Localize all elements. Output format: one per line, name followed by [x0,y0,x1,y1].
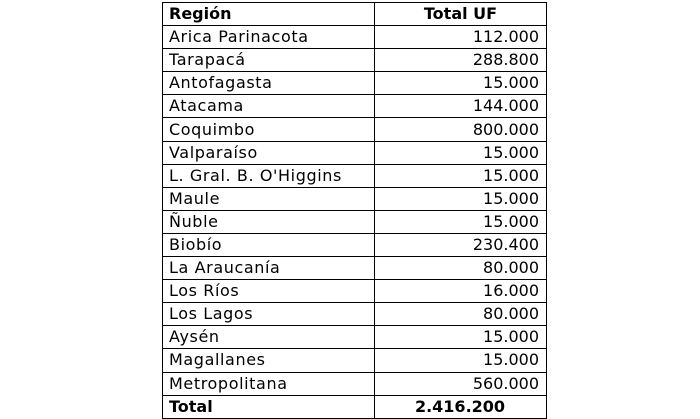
table-body [163,26,547,396]
table-row [163,26,547,49]
column-header-total-uf: Total UF [375,3,547,26]
total-uf-cell: 230.400 [375,233,547,256]
table-row [163,210,547,233]
region-name-cell: Los Ríos [163,280,375,303]
region-name-cell: Atacama [163,95,375,118]
total-uf-cell: 560.000 [375,372,547,395]
total-uf-cell: 15.000 [375,326,547,349]
total-uf-cell: 144.000 [375,95,547,118]
table-row [163,187,547,210]
total-uf-cell: 15.000 [375,72,547,95]
region-name-cell: Tarapacá [163,49,375,72]
total-uf-cell: 15.000 [375,187,547,210]
table-row [163,118,547,141]
region-name-cell: Arica Parinacota [163,26,375,49]
total-uf-cell: 15.000 [375,349,547,372]
region-name-cell: Ñuble [163,210,375,233]
region-name-cell: Antofagasta [163,72,375,95]
table-row [163,141,547,164]
total-uf-cell: 80.000 [375,257,547,280]
region-name-cell: Los Lagos [163,303,375,326]
region-name-cell: Magallanes [163,349,375,372]
table-row [163,280,547,303]
total-uf-cell: 15.000 [375,141,547,164]
region-name-cell: La Araucanía [163,257,375,280]
table-row [163,72,547,95]
table-row [163,349,547,372]
total-uf-cell: 15.000 [375,164,547,187]
total-uf-cell: 112.000 [375,26,547,49]
region-name-cell: Maule [163,187,375,210]
region-name-cell: Metropolitana [163,372,375,395]
table-row [163,233,547,256]
table-header-row [163,3,547,26]
total-uf-cell: 80.000 [375,303,547,326]
table-row [163,95,547,118]
total-label: Total [163,395,375,418]
table-row [163,326,547,349]
column-header-region: Región [163,3,375,26]
total-uf-cell: 16.000 [375,280,547,303]
table-row [163,303,547,326]
table-total-row [163,395,547,418]
table-row [163,257,547,280]
region-name-cell: L. Gral. B. O'Higgins [163,164,375,187]
table-row [163,372,547,395]
region-name-cell: Biobío [163,233,375,256]
total-uf-cell: 288.800 [375,49,547,72]
total-uf-cell: 15.000 [375,210,547,233]
table-row [163,49,547,72]
region-totals-table [162,2,547,419]
region-name-cell: Valparaíso [163,141,375,164]
table-row [163,164,547,187]
total-value: 2.416.200 [375,395,547,418]
region-name-cell: Coquimbo [163,118,375,141]
total-uf-cell: 800.000 [375,118,547,141]
region-name-cell: Aysén [163,326,375,349]
